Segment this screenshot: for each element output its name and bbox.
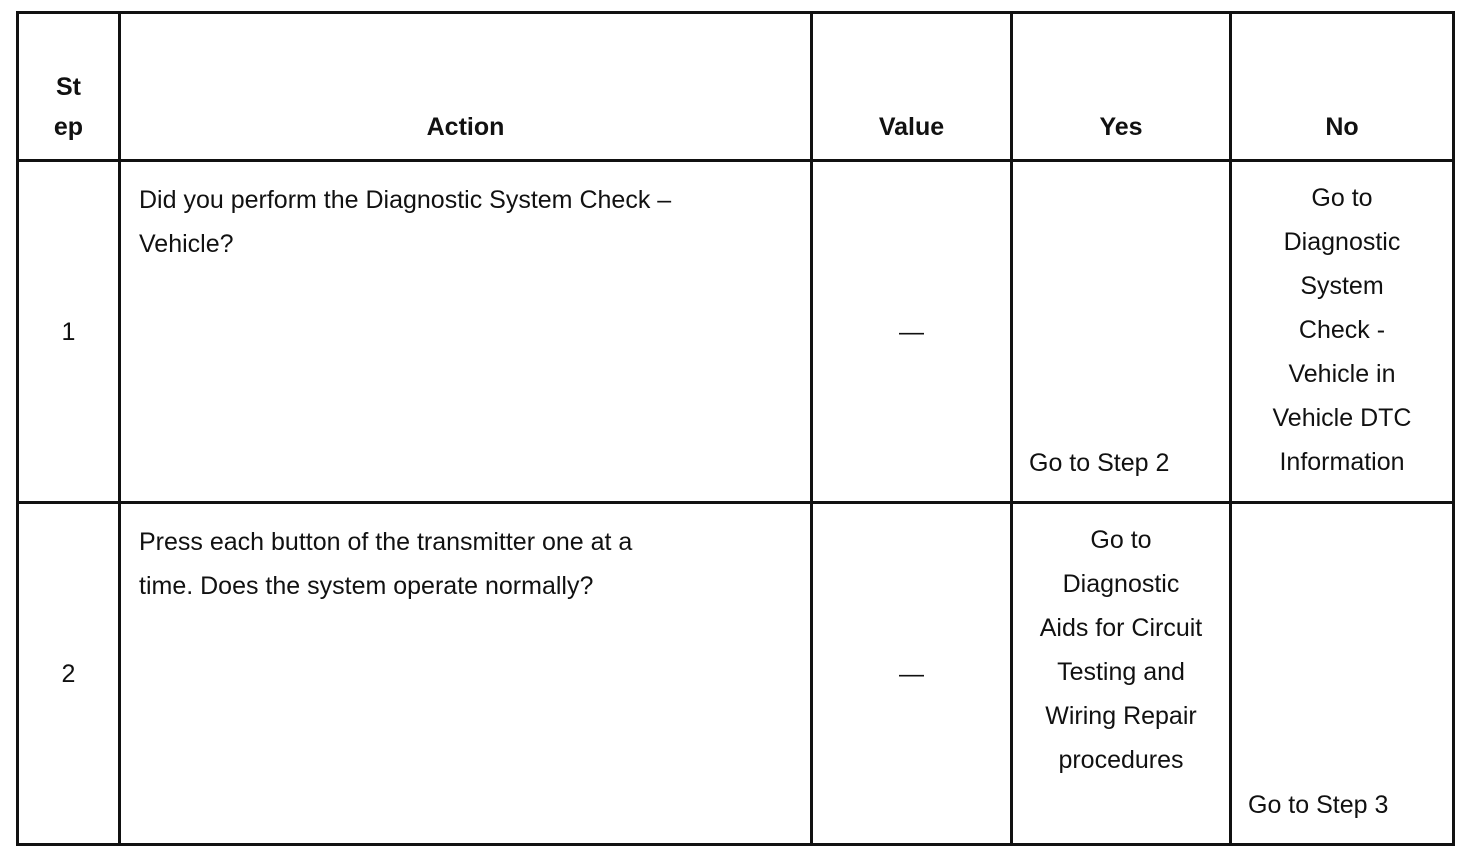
header-row — [18, 13, 1454, 161]
no-line: Information — [1279, 448, 1405, 476]
no-link — [1232, 176, 1452, 484]
table-row — [18, 161, 1454, 503]
header-step — [18, 13, 120, 161]
value-cell: — — [812, 161, 1012, 503]
header-value: Value — [812, 13, 1012, 161]
yes-line: Wiring Repair — [1045, 702, 1197, 730]
yes-line: Testing and — [1057, 658, 1185, 686]
no-line: System — [1300, 272, 1384, 300]
no-cell — [1231, 161, 1454, 503]
yes-cell — [1012, 161, 1231, 503]
action-cell — [120, 503, 812, 845]
header-step-line: St — [56, 73, 81, 101]
value-cell: — — [812, 503, 1012, 845]
step-number: 1 — [18, 161, 120, 503]
no-line: Diagnostic — [1283, 228, 1401, 256]
step-number: 2 — [18, 503, 120, 845]
no-cell — [1231, 503, 1454, 845]
table-row — [18, 503, 1454, 845]
yes-line: procedures — [1058, 746, 1184, 774]
action-line: time. Does the system operate normally? — [139, 572, 594, 600]
yes-cell — [1012, 503, 1231, 845]
action-cell — [120, 161, 812, 503]
no-link: Go to Step 3 — [1248, 791, 1389, 819]
header-action: Action — [120, 13, 812, 161]
no-line: Check - — [1298, 316, 1386, 344]
action-line: Vehicle? — [139, 230, 234, 258]
diagnostic-table — [16, 11, 1455, 846]
yes-line: Aids for Circuit — [1039, 614, 1203, 642]
action-line: Did you perform the Diagnostic System Check – — [139, 186, 672, 214]
no-line: Vehicle in — [1288, 360, 1396, 388]
yes-line: Diagnostic — [1062, 570, 1180, 598]
header-step-line: ep — [53, 113, 84, 141]
action-line: Press each button of the transmitter one at a — [139, 528, 633, 556]
yes-link — [1013, 518, 1229, 782]
header-no: No — [1231, 13, 1454, 161]
yes-link: Go to Step 2 — [1029, 449, 1170, 477]
yes-line: Go to — [1090, 526, 1152, 554]
no-line: Go to — [1311, 184, 1373, 212]
header-yes: Yes — [1012, 13, 1231, 161]
no-line: Vehicle DTC — [1272, 404, 1412, 432]
